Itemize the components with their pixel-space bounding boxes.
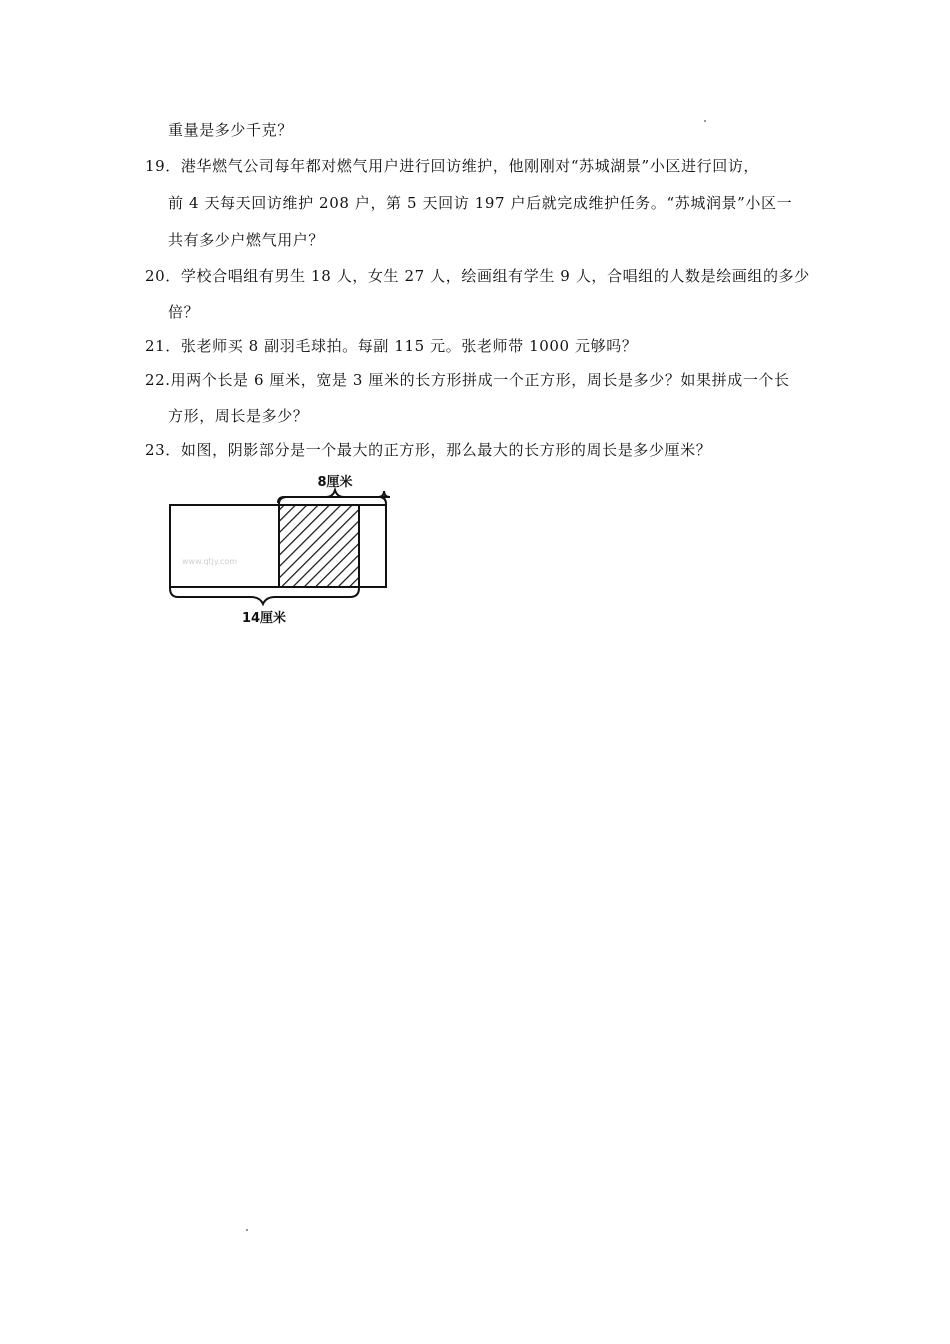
watermark: www.qtjy.com	[182, 557, 238, 566]
question-number: 20．	[145, 267, 181, 285]
question-line: 学校合唱组有男生 18 人，女生 27 人，绘画组有学生 9 人，合唱组的人数是绘画组的多少	[180, 267, 810, 285]
question-number: 21．	[145, 337, 181, 355]
question-line: 前 4 天每天回访维护 208 户，第 5 天回访 197 户后就完成维护任务。“苏城润景”小区一	[168, 194, 793, 212]
scan-dot	[704, 120, 706, 122]
bottom-brace	[170, 588, 359, 604]
question-21-line-1	[145, 336, 637, 356]
top-dimension-label: 8厘米	[317, 475, 353, 490]
question-line: 共有多少户燃气用户？	[168, 231, 325, 249]
question-22-line-1	[145, 370, 790, 390]
question-line: 用两个长是 6 厘米，宽是 3 厘米的长方形拼成一个正方形，周长是多少？如果拼成一个长	[170, 371, 790, 389]
question-line: 港华燃气公司每年都对燃气用户进行回访维护，他刚刚对“苏城湖景”小区进行回访，	[180, 157, 760, 175]
question-20-line-2	[168, 302, 199, 322]
question-19-line-1	[145, 156, 759, 176]
question-line: 倍？	[168, 303, 200, 321]
rectangle-figure	[160, 470, 400, 630]
question-line: 重量是多少千克？	[168, 121, 293, 139]
shaded-square	[279, 505, 359, 587]
question-18-continuation	[168, 120, 293, 140]
question-line: 方形，周长是多少？	[168, 407, 309, 425]
scan-dot	[246, 1229, 248, 1231]
question-line: 如图，阴影部分是一个最大的正方形，那么最大的长方形的周长是多少厘米？	[180, 441, 712, 459]
question-number: 22.	[145, 371, 171, 389]
bottom-dimension-label: 14厘米	[241, 611, 287, 626]
question-19-line-3	[168, 230, 324, 250]
question-number: 19．	[145, 157, 181, 175]
question-number: 23．	[145, 441, 181, 459]
question-20-line-1	[145, 266, 810, 286]
question-22-line-2	[168, 406, 308, 426]
question-23-line-1	[145, 440, 711, 460]
question-line: 张老师买 8 副羽毛球拍。每副 115 元。张老师带 1000 元够吗？	[180, 337, 638, 355]
question-19-line-2	[168, 193, 792, 213]
